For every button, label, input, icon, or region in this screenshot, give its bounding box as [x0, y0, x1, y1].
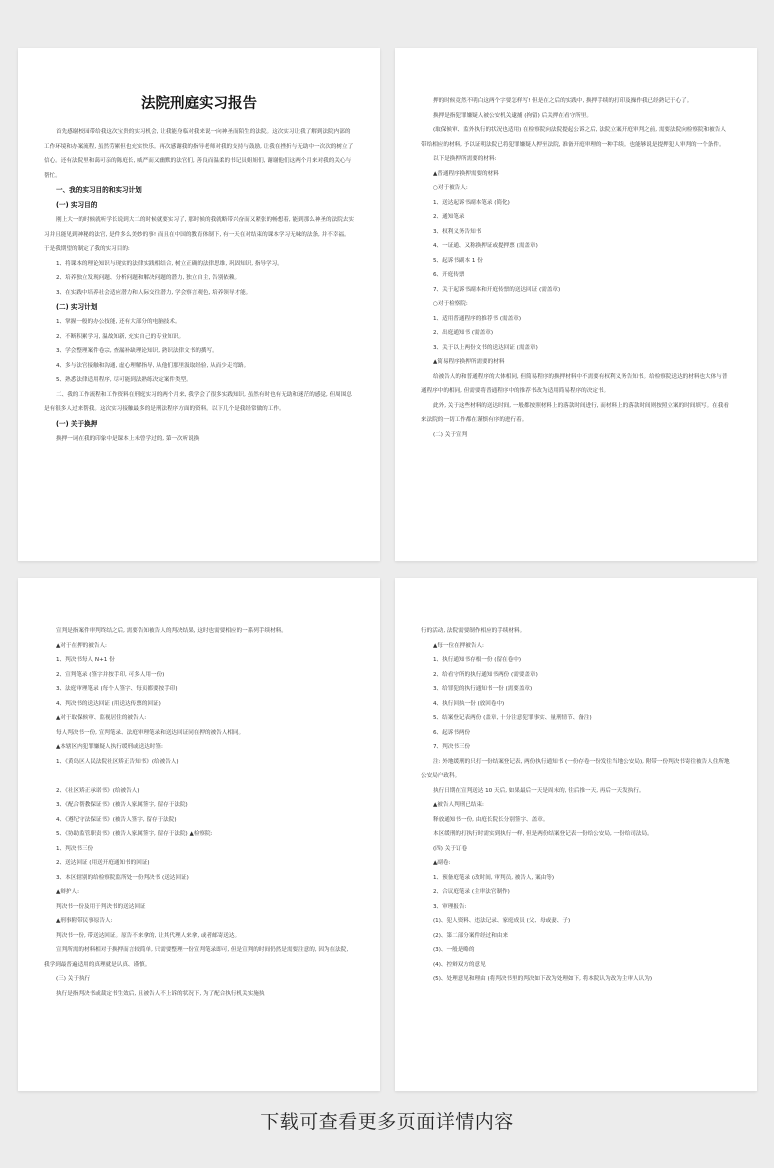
paragraph: 执行是指判决书或裁定书生效后, 且被告人不上诉的状况下, 为了配合执行机关实施执 — [56, 990, 265, 997]
paragraph: (取保候审、监外执行的状况也适用) 在检察院向法院提起公诉之后, 法院立案开庭审判之前, 需要法院向检察院和被告人带给相应的材料, 予以证明法院已将犯罪嫌疑人押至法院, 准备开庭审理的一种手续。也能够说是提押犯人审判的一个条件。 — [421, 127, 726, 148]
paragraph: 1、《黄岛区人民法院社区矫正告知书》(给被告人) — [56, 758, 179, 765]
paragraph: 5、起诉书副本 1 份 — [433, 257, 483, 264]
paragraph: 4、一证通、又称换押证或提押票 (需盖章) — [433, 243, 538, 249]
paragraph: 3、审理报告: — [433, 903, 467, 910]
paragraph: 5、《协助监管职责书》(被告人家属签字, 留存于法院) ▲检察院: — [56, 831, 213, 837]
paragraph: 2、出庭通知书 (需盖章) — [433, 330, 494, 336]
paragraph: 给被告人的和普通程序的大体相同, 但简易程序的换押材料中不需要有权利义务告知书。给检察院送达的材料也大体与普通程序中的相同, 但需要将普通程序中的推荐书改为适用简易程序的决定书。 — [421, 373, 728, 394]
paragraph: ○对于检察院: — [433, 301, 468, 307]
paragraph: 1、判决书每人 N+1 份 — [56, 657, 115, 663]
paragraph: 执行日期在宣判送达 10 天后, 如果最后一天是周末的, 往后推一天, 再后一天发执行。 — [433, 787, 645, 794]
paragraph: 5、熟悉法律适用程序, 尽可能到法熟练决定案件类型。 — [56, 377, 192, 383]
paragraph: (1)、犯人资料、违法记录、家庭成员 (父、母或妻、子) — [433, 918, 571, 924]
paragraph: (4)、控辩双方的意见 — [433, 961, 486, 968]
paragraph: 以下是换押所需要的材料: — [433, 156, 497, 162]
paragraph: ▲副卷: — [433, 860, 451, 866]
paragraph: ▲被告人判刑已结束: — [433, 802, 484, 808]
paragraph: (2)、第二部分案件经过和由来 — [433, 932, 509, 939]
paragraph: (二) 关于宣判 — [433, 431, 468, 438]
paragraph: ▲普通程序换押需要的材料 — [433, 170, 499, 177]
paragraph: 判决书一份及用于判决书的送达回证 — [56, 903, 146, 910]
paragraph: 本区缓刑的打执行时需实到执行一样, 但是两份结案登记表一份给公安局, 一份给司法局。 — [433, 831, 653, 837]
paragraph: 释放通知书一份, 由庭长院长分别签字、盖章。 — [433, 816, 549, 823]
paragraph: 7、关于起诉书副本和开庭传票的送达回证 (需盖章) — [433, 286, 561, 293]
page-content — [421, 94, 731, 442]
paragraph: 行的活动, 法院需要制作相应的手续材料。 — [421, 628, 526, 634]
paragraph: 首先感谢校园带给我这次宝贵的实习机会, 让我能身临对我来说一向神圣而陌生的法院。这次实习让我了解到法院内部的工作环境和办案流程, 虽然劳累但也充实快乐。再次感谢我的指导老师对我的支持与鼓励, 让我在挫折与无助中一次次的树立了信心。还有法院里和蔼可亲的陈庭长, 威严而又幽默的法官们, 善良而温柔的书记员姐姐们, 谢谢他们这两个月来对我的关心与帮忙。 — [44, 129, 354, 179]
page-content — [421, 624, 731, 987]
paragraph: 2、不断积累学习, 温故知新, 充实自己的专业知识。 — [56, 333, 185, 340]
paragraph: 1、执行通知书存根一份 (留在卷中) — [433, 657, 522, 663]
paragraph: 3、权利义务告知书 — [433, 228, 482, 235]
paragraph: 刚上大一的时候就听学长说到大二的时候就要实习了, 那时候的我就略带兴奋而又紧张的畅想着, 能到那么神圣的法院去实习并且能见到神秘的法官, 是件多么美妙的事! 而且在中国的教育体制下, 有一天在对结束的课本学习无味的法条, 并不幸福。于是我期望的制定了我的实习目的: — [44, 217, 354, 252]
paragraph: 1、送达起诉书副本笔录 (简化) — [433, 199, 510, 206]
paragraph: 宣判是指案件审判终结之后, 需要告知被告人的判决结果, 这时也需要相应的一系列手续材料。 — [56, 628, 287, 634]
section-heading: (一) 关于换押 — [56, 419, 98, 428]
paragraph: 3、学会整理案件卷宗, 查漏补缺理论知识, 熟识法律文书的撰写。 — [56, 348, 218, 354]
paragraph: 换押是指犯罪嫌疑人被公安机关逮捕 (拘留) 后关押在看守所里。 — [433, 112, 592, 119]
blank-line — [44, 769, 354, 784]
section-heading: 一、我的实习目的和实习计划 — [56, 186, 142, 194]
paragraph: 5、结案登记表两份 (盖章, 十分注意犯罪事实、量刑情节、备注) — [433, 715, 592, 721]
paragraph: 2、《社区矫正承诺书》(给被告人) — [56, 787, 140, 794]
page-content — [44, 624, 354, 1001]
paragraph: 押的时候竟然不明白这两个字要怎样写! 但是在之后的实践中, 换押手续的打印及操作我已经熟记于心了。 — [433, 98, 693, 104]
paragraph: ▲本辖区内犯罪嫌疑人执行缓刑或送达时签: — [56, 744, 163, 750]
page-content — [44, 125, 354, 446]
download-more-caption[interactable]: 下载可查看更多页面详情内容 — [260, 1111, 514, 1133]
document-page-3 — [18, 578, 380, 1091]
paragraph: ▲每一位在押被告人: — [433, 642, 484, 649]
paragraph: 此外, 关于这些材料的送达时间, 一般都按照材料上的落款时间进行, 而材料上的落款时间则按照立案的时间填写。在我看来法院的一切工作都在谨慎有序的进行着。 — [421, 402, 729, 423]
paragraph: 换押一词在我的印象中是课本上未曾学过的, 第一次听说换 — [56, 435, 200, 442]
paragraph: ▲对于在押的被告人: — [56, 642, 107, 649]
paragraph: ▲简易程序换押所需要的材料 — [433, 359, 505, 365]
paragraph: (5)、处理意见和理由 (将判决书里的判决如下改为处理如下, 将本院认为改为主审人认为) — [433, 976, 652, 982]
document-page-4 — [395, 578, 757, 1091]
paragraph: 1、预备庭笔录 (改时间, 审判员, 被告人, 案由等) — [433, 874, 555, 881]
document-title: 法院刑庭实习报告 — [141, 96, 257, 112]
document-page-1 — [18, 48, 380, 561]
paragraph: 7、判决书三份 — [433, 744, 471, 750]
paragraph: ▲刑事附带民事原告人: — [56, 918, 113, 924]
paragraph: 3、在实践中培养社会适应潜力和人际交往潜力, 学会察言观色, 培养领导才能。 — [56, 289, 252, 296]
section-heading: (一) 实习目的 — [56, 201, 98, 209]
paragraph: ○对于被告人: — [433, 185, 468, 191]
paragraph: 6、起诉书两份 — [433, 729, 471, 736]
paragraph: 宣判所需的材料相对于换押而言较简单, 只需要整理一份宣判笔录即可, 但是宣判的时间仍然是需要注意的, 因为在法院, 我学到最普遍适用的真理就是认真、谨慎。 — [44, 947, 349, 968]
paragraph: 2、宣判笔录 (签字并按手印, 可多人用一份) — [56, 671, 165, 678]
paragraph: 1、掌握一般的办公技能, 还有大部分的电脑技术。 — [56, 319, 181, 325]
paragraph: 2、给看守所的执行通知书两份 (需要盖章) — [433, 671, 538, 678]
paragraph: 每人判决书一份, 宣判笔录、法庭审理笔录和送达回证同在押的被告人相同。 — [56, 729, 245, 736]
paragraph: 4、《遵纪守法保证书》(被告人签字, 留存于法院) — [56, 816, 177, 823]
document-page-2 — [395, 48, 757, 561]
paragraph: (三) 关于执行 — [56, 976, 91, 982]
paragraph: 3、法庭审理笔录 (每个人签字、每页都要按手印) — [56, 686, 178, 692]
paragraph: 二、我的工作流程和工作资料在刑庭实习的两个月来, 我学会了很多实践知识, 虽然有时也有无助和迷茫的感觉, 但周围总是有很多人过来帮我。这次实习接触最多的是刑法程序方面的资料。以下几个是我经常做的工作。 — [44, 391, 352, 412]
paragraph: 2、培养独立发现问题、分析问题和解决问题的潜力, 独立自主, 告别依赖。 — [56, 275, 241, 281]
paragraph: 2、送达回证 (用送开庭通知书的回证) — [56, 860, 150, 866]
paragraph: 4、多与法官接触和沟通, 虚心理解指导, 从他们那里汲取经验, 从而少走弯路。 — [56, 362, 250, 369]
paragraph: 判决书一份, 带送达回证。原告不来拿的, 让其代理人来拿, 或者邮寄送达。 — [56, 932, 241, 939]
paragraph: 3、本区辖别的给检察院监所处一份判决书 (送达回证) — [56, 874, 189, 881]
paragraph: 6、开庭传票 — [433, 272, 465, 278]
paragraph: 1、将课本的理论知识与现实的法律实践相结合, 树立正确的法律思维, 巩固知识, 指导学习。 — [56, 260, 283, 267]
paragraph: (3)、一般是略的 — [433, 947, 475, 953]
paragraph: 2、合议庭笔录 (主审法官制作) — [433, 889, 510, 895]
paragraph: (四) 关于订卷 — [433, 845, 468, 852]
paragraph: 1、适用普通程序的推荐书 (需盖章) — [433, 315, 522, 322]
paragraph: 4、判决书的送达回证 (用送达传票的回证) — [56, 700, 161, 707]
paragraph: 3、给罪犯的执行通知书一份 (需要盖章) — [433, 686, 533, 692]
section-heading: (二) 实习计划 — [56, 303, 98, 311]
paragraph: 2、通知笔录 — [433, 214, 465, 220]
paragraph: 3、关于以上两份文书的送达回证 (需盖章) — [433, 344, 538, 351]
paragraph: 1、判决书三份 — [56, 845, 94, 852]
paragraph: 3、《配合帮教保证书》(被告人家属签字, 留存于法院) — [56, 802, 188, 808]
paragraph: 注: 外地缓刑的只打一份结案登记表, 两份执行通知书 (一份存卷一份发往当地公安局), 附带一份判决书寄往被告人住所地公安局户政科。 — [421, 758, 730, 779]
paragraph: ▲辩护人: — [56, 889, 79, 895]
paragraph: 4、执行回执一份 (放回卷中) — [433, 700, 505, 707]
paragraph: ▲对于取保候审、监视居住的被告人: — [56, 715, 147, 721]
